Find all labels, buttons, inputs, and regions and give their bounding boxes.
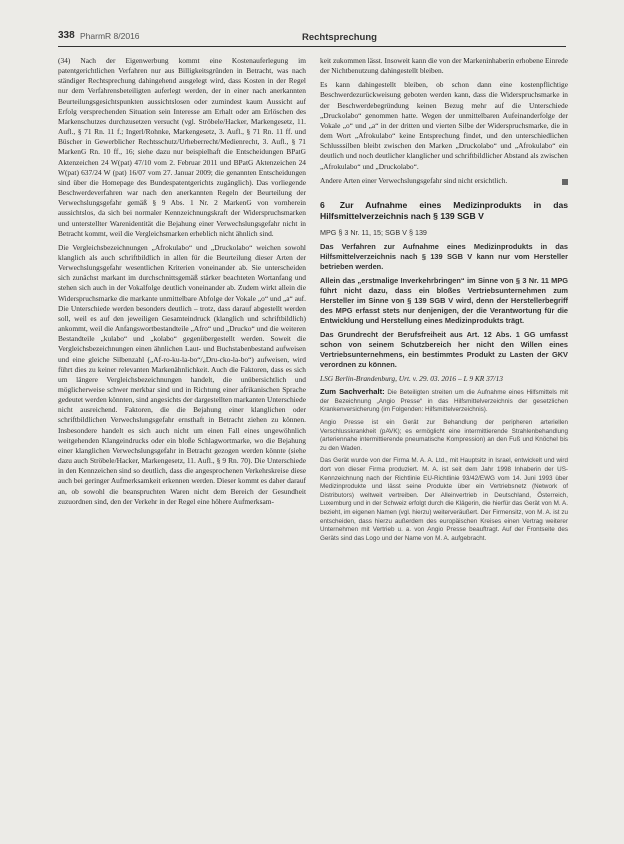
paragraph-with-end-mark <box>320 176 568 186</box>
article-title <box>320 200 568 222</box>
paragraph: Die Vergleichsbezeichnungen „Afrokulabo“ und „Druckolabo“ weichen sowohl klanglich als auch schriftbildlich in allen für die Beurteilung dieser Arten der Verwechslungsgefahr wesentlichen Kriterien voneinander ab. Sie unterscheiden sich zunächst markant im durchschnittsgemäß stärker beachteten Wortanfang und stehen sich auch in der Vokalfolge deutlich voneinander ab. Zudem wirkt allein die Widerspruchsmarke die markante unmittelbare Abfolge der Vokale „o“ und „a“ auf. Die Unterschiede werden besonders deutlich – trotz, dass darauf abgestellt werden soll, weil es auf den jeweiligen Gesamteindruck (klanglich und schriftbildlich) ankommt, weil die Anfangswortbestandteile „Afro“ und „Drucko“ und die weiteren Bestandteile „kulabo“ und „kolabo“ gegenübergestellt werden. Soweit die Vergleichsbezeichnungen einen ähnlichen Laut- und Buchstabenbestand aufweisen und eine gleiche Silbenzahl („Af-ro-ku-la-bo“/„Dru-cko-la-bo“) aufweisen, wird führt dies zu keiner relevanten Markenähnlichkeit. Auch die Faktoren, dass es sich um längere Vergleichsbezeichnungen handelt, die unübersichtlich und möglicherweise schwer merkbar sind und in Richtung einer afrikanischen Sprache gedeutet werden könnten, sind angesichts der dargestellten markanten Unterschiede nicht ausreichend. Faktoren, die die Bejahung einer klanglichen oder schriftbildlichen Verwechslungsgefahr ernsthaft in Betracht ziehen zu können. Insbesondere handelt es sich auch nicht um einen Fall eines ungewöhnlich weitgehenden Klangeindrucks oder ein bloße Schlagwortmarke, wo die Bejahung einer klanglichen Verwechslungsgefahr in Betracht gezogen werden könnte (siehe dazu auch Ströbele/Hacker, Markengesetz, 11. Aufl., § 9 Rn. 70). Die Unterschiede in den Kennzeichen sind so deutlich, dass die angesprochenen Verkehrskreise diese auch bei geringer Aufmerksamkeit erkennen werden. Dieser kommt es daher darauf an, ob sowohl die beanspruchten Waren nicht dem Bereich der Gesundheit zuzuordnen sind, den der Verkehr in der Regel eine höhere Aufmerksam- <box>58 242 306 506</box>
journal-name: PharmR 8/2016 <box>80 31 140 41</box>
paragraph: (34) Nach der Eigenwerbung kommt eine Kostenauferlegung im patentgerichtlichen Verfahren nur aus Billigkeitsgründen in Betracht, was nach ständiger Rechtsprechung dahingehend ausgelegt wird, dass Kosten in der Regel nur dem Verfahrensbeteiligten auferlegt werden, der in einer nach anerkannten Beurteilungsgesichtspunkten aussichtslosen oder zumindest kaum Aussicht auf Erfolg versprechenden Situation sein Interesse am Erhalt oder am Erlöschen des Markenschutzes durchzusetzen versucht (vgl. Ströbele/Hacker, Markengesetz, 11. Aufl., § 71 Rn. 11 f.; Ingerl/Rohnke, Markengesetz, 3. Aufl., § 71 Rn. 11 ff. und Büscher in Gewerblicher Rechtsschutz/Urheberrecht/Medienrecht, 3. Aufl., § 71 MarkenG Rn. 10 ff., 16; siehe dazu nur beispielhaft die Entscheidungen BPatG Aktenzeichen 24 W(pat) 47/10 vom 2. Februar 2011 und BPatG Aktenzeichen 24 W(pat) 637/24 W (pat) 16/07 vom 27. Januar 2009; die genannten Entscheidungen sind über die Homepage des Bundespatentgerichts zugänglich). Das vorliegende Beschwerdeverfahren war nach den anerkannten Regeln der Beurteilung der Verwechslungsgefahr gemäß § 9 Abs. 1 Nr. 2 MarkenG von vornherein aussichtslos, da sich bei normaler Kennzeichnungskraft der Widerspruchsmarken und unterstellter Warenidentität die Bejahung einer Verwechslungsgefahr nicht in Betracht kommt, weil die Vergleichsmarken erheblich nicht ähnlich sind. <box>58 56 306 238</box>
court-decision: LSG Berlin-Brandenburg, Urt. v. 29. 03. 2016 – L 9 KR 37/13 <box>320 374 503 384</box>
facts-lead: Zum Sachverhalt: <box>320 387 385 397</box>
facts-text: Die Beteiligten streiten um die Aufnahme eines Hilfsmittels mit der Bezeichnung „Angio Presse“ in das Hilfsmittelverzeichnis der gesetzlichen Krankenversicherung (im Folgenden: Hilfsmittelverzeichnis). <box>320 389 568 414</box>
left-column <box>58 56 306 511</box>
paragraph: Es kann dahingestellt bleiben, ob schon dann eine kostenpflichtige Beschwerdezurückweisung geboten werden kann, dass die Widerspruchsmarke in der Beschwerdebegründung keinen Bezug mehr auf die Unterschiede „Druckolabo“ genommen hatte. Wegen der unmittelbaren Aufeinanderfolge der Vokale „o“ und „a“ in der dritten und vierten Silbe der Widerspruchsmarke, die in dem Wort „Afrokulabo“ keine Entsprechung findet, und den unterschiedlichen Schlusssilben bleibt zwischen den Marken „Druckolabo“ und „Afrokulabo“ ein deutlich und noch deutlicher klanglicher und schriftbildlicher Abstand als zwischen „Afrokulabo“ und „Druckolabo“. <box>320 80 568 171</box>
end-mark-icon <box>562 179 568 185</box>
statute-citation: MPG § 3 Nr. 11, 15; SGB V § 139 <box>320 227 427 237</box>
facts-paragraph: Angio Presse ist ein Gerät zur Behandlung der peripheren arteriellen Verschlusskrankheit (pAVK); es ermöglicht eine intermittierende Strahlenbehandlung (arteriennahe intermittierende pneumatische Kompression) an den Fuß und Knöchel bis zu den Waden. <box>320 418 568 452</box>
headnote: Das Grundrecht der Berufsfreiheit aus Art. 12 Abs. 1 GG umfasst schon von seinem Schutzbereich her nicht den Willen eines Vertriebsunternehmens, ein bestimmtes Produkt zu Lasten der GKV verordnen zu können. <box>320 330 568 370</box>
facts-paragraph <box>320 388 568 415</box>
article-number: 6 <box>320 199 325 210</box>
header-rule <box>58 46 566 47</box>
facts-paragraph: Das Gerät wurde von der Firma M. A. A. Ltd., mit Hauptsitz in Israel, entwickelt und wird dort von dieser Firma produziert. M. A. ist seit dem Jahr 1998 Inhaberin der US-Kennzeichnung nach der Richtlinie EU-Richtlinie 93/42/EWG vom 14. Juni 1993 über Medizinprodukte und lässt seine Produkte über ein Vertriebsnetz (Network of Distributors) weltweit vertreiben. Der Alleinvertrieb in Deutschland, Österreich, Luxemburg und in der Schweiz erfolgt durch die Klägerin, die hierfür das Gerät von M. A. bezieht, im eigenen Namen (vgl. hierzu) weiterveräußert. Der Firmensitz, von M. A. ist zu entscheiden, dass hierzu außerdem des europäischen Kreises einen Vertrag weiterer Unternehmen mit Vertrieb u. a. von Angio Presse beauftragt. Auf der Frontseite des Geräts sind das Logo und der Name von M. A. aufgebracht. <box>320 457 568 542</box>
page-number: 338 <box>58 30 75 41</box>
paragraph: keit zukommen lässt. Insoweit kann die von der Markeninhaberin erhobene Einrede der Nichtbenutzung dahingestellt bleiben. <box>320 56 568 76</box>
right-column <box>320 56 568 547</box>
page-header <box>58 30 566 48</box>
headnote: Allein das „erstmalige Inverkehrbringen“ im Sinne von § 3 Nr. 11 MPG führt nicht dazu, dass ein bloßes Vertriebsunternehmen zum Hersteller im Sinne von § 139 SGB V wird, denn der Herstellerbegriff des MPG erfasst stets nur denjenigen, der die Verantwortung für die Entwicklung und Herstellung eines Medizinprodukts trägt. <box>320 276 568 326</box>
section-title: Rechtsprechung <box>302 32 377 43</box>
paragraph-text: Andere Arten einer Verwechslungsgefahr sind nicht ersichtlich. <box>320 175 508 185</box>
article-title-text: Zur Aufnahme eines Medizinprodukts in das Hilfsmittelverzeichnis nach § 139 SGB V <box>320 199 568 221</box>
headnote: Das Verfahren zur Aufnahme eines Medizinprodukts in das Hilfsmittelverzeichnis nach § 139 SGB V kann nur vom Hersteller betrieben werden. <box>320 242 568 272</box>
